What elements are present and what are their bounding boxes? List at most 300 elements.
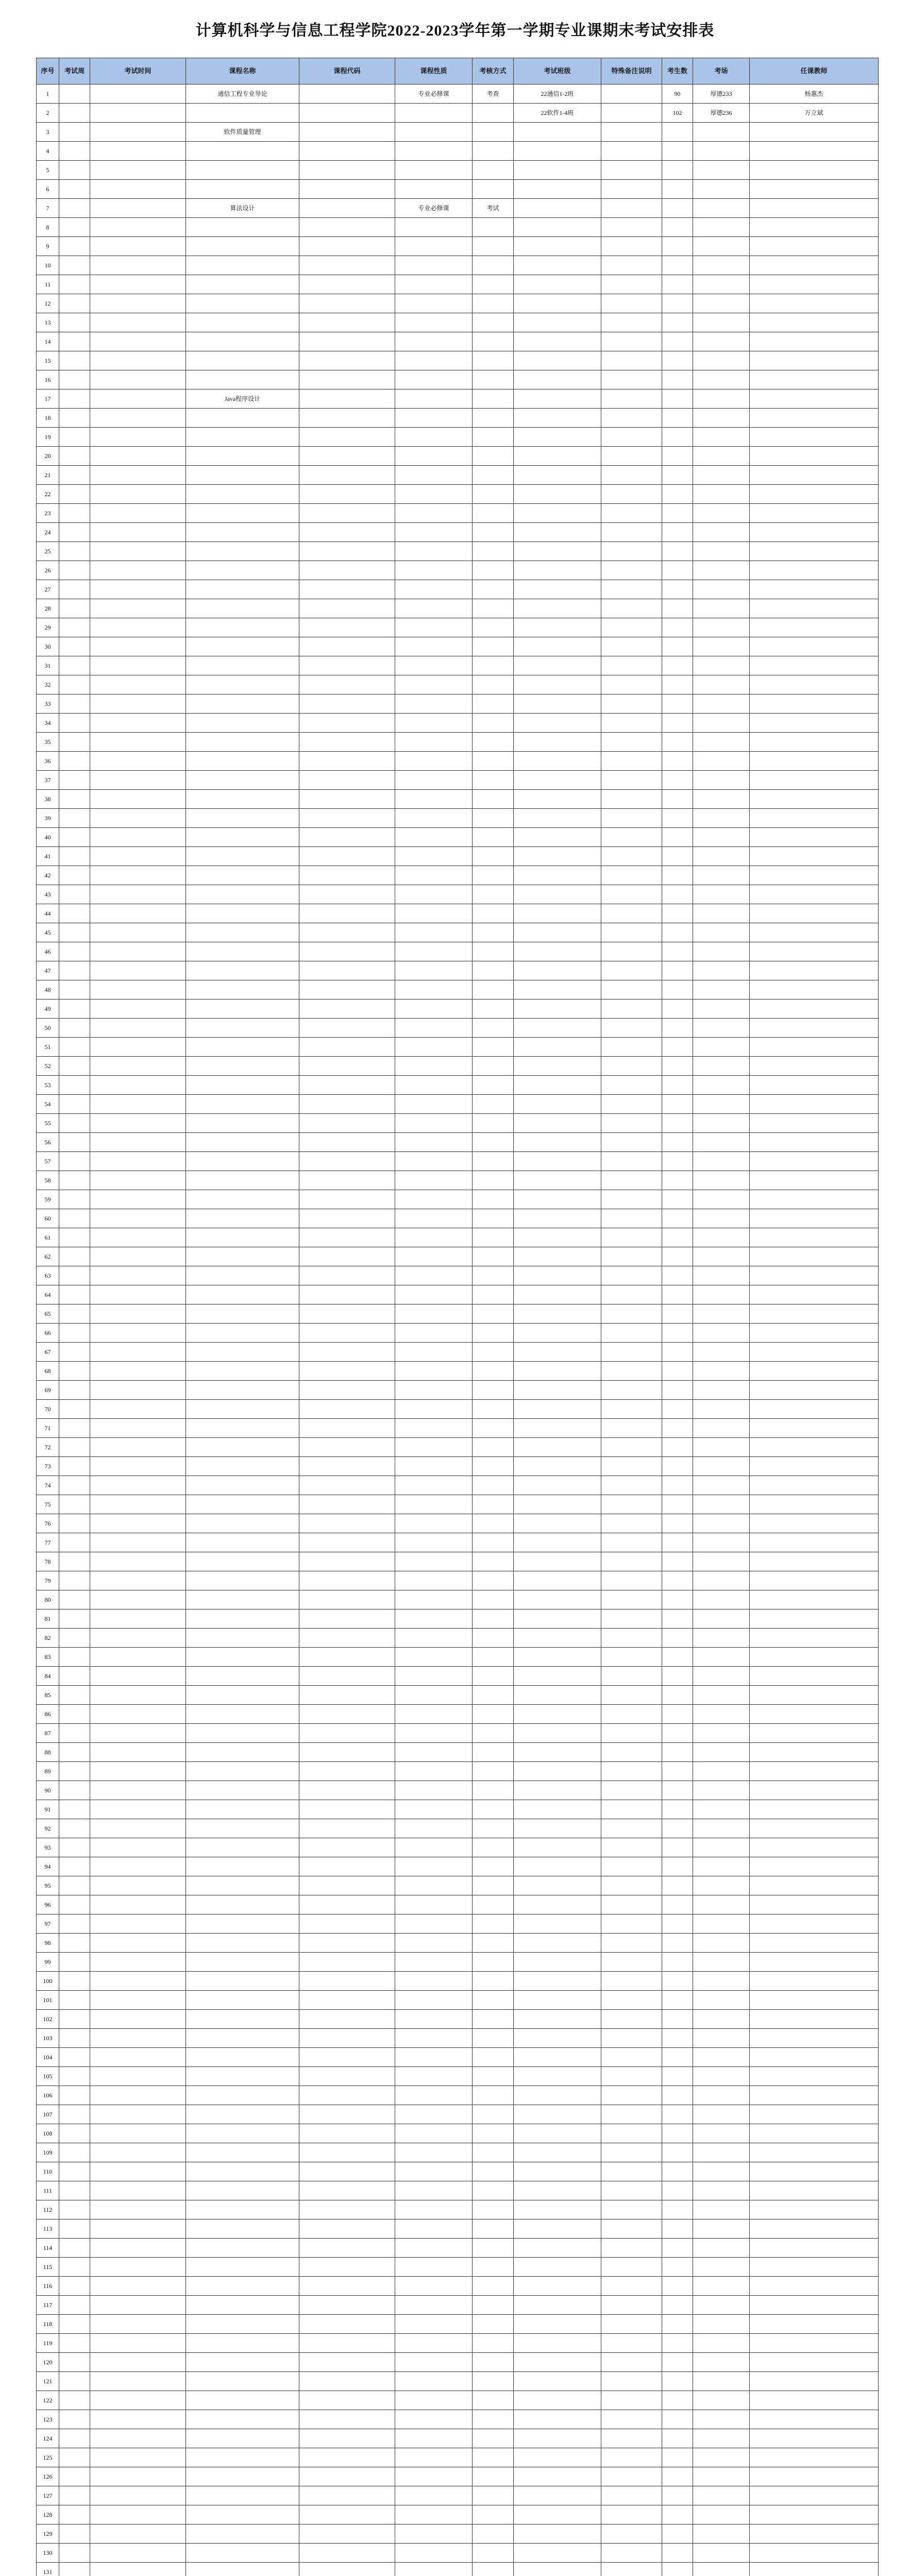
- cell-week: [59, 2563, 90, 2576]
- cell-time: [90, 1972, 186, 1991]
- cell-count: [662, 790, 693, 809]
- cell-course: [186, 656, 299, 675]
- cell-method: [473, 2105, 514, 2124]
- cell-note: [601, 1953, 662, 1972]
- cell-class: [514, 1686, 601, 1705]
- cell-method: [473, 2029, 514, 2048]
- table-row: [37, 389, 879, 409]
- cell-seq: 37: [37, 771, 59, 790]
- cell-seq: 38: [37, 790, 59, 809]
- cell-code: [299, 1648, 395, 1667]
- cell-room: [693, 1629, 750, 1648]
- cell-method: [473, 2258, 514, 2277]
- cell-seq: 64: [37, 1285, 59, 1304]
- cell-code: [299, 161, 395, 180]
- table-row: [37, 1133, 879, 1152]
- cell-course: [186, 2486, 299, 2505]
- cell-count: [662, 1552, 693, 1571]
- cell-teacher: [750, 714, 879, 733]
- cell-code: [299, 2067, 395, 2086]
- cell-method: [473, 313, 514, 332]
- cell-teacher: [750, 1152, 879, 1171]
- cell-room: [693, 2067, 750, 2086]
- cell-course: [186, 1400, 299, 1419]
- cell-week: [59, 1209, 90, 1228]
- cell-note: [601, 2067, 662, 2086]
- cell-nature: [395, 1972, 473, 1991]
- cell-code: [299, 2410, 395, 2429]
- cell-week: [59, 1686, 90, 1705]
- cell-class: [514, 1190, 601, 1209]
- cell-class: [514, 1266, 601, 1285]
- cell-method: [473, 1724, 514, 1743]
- cell-nature: [395, 675, 473, 694]
- cell-teacher: [750, 313, 879, 332]
- col-header: 特殊备注说明: [601, 58, 662, 84]
- cell-class: [514, 2448, 601, 2467]
- cell-course: [186, 714, 299, 733]
- cell-week: [59, 2296, 90, 2315]
- cell-seq: 10: [37, 256, 59, 275]
- cell-room: [693, 1019, 750, 1038]
- cell-time: [90, 1686, 186, 1705]
- cell-seq: 28: [37, 599, 59, 618]
- cell-course: [186, 828, 299, 847]
- cell-room: [693, 1171, 750, 1190]
- cell-room: [693, 1953, 750, 1972]
- table-row: [37, 656, 879, 675]
- cell-class: [514, 542, 601, 561]
- cell-time: [90, 2086, 186, 2105]
- table-row: [37, 1781, 879, 1800]
- cell-course: [186, 2563, 299, 2576]
- cell-count: [662, 351, 693, 370]
- cell-time: [90, 2067, 186, 2086]
- cell-course: [186, 1038, 299, 1057]
- cell-course: [186, 1781, 299, 1800]
- table-row: [37, 675, 879, 694]
- table-row: [37, 1590, 879, 1609]
- cell-teacher: [750, 1705, 879, 1724]
- table-row: [37, 1171, 879, 1190]
- cell-nature: [395, 1686, 473, 1705]
- cell-teacher: [750, 1019, 879, 1038]
- cell-room: [693, 2258, 750, 2277]
- cell-code: [299, 1800, 395, 1819]
- cell-class: [514, 752, 601, 771]
- cell-teacher: [750, 2391, 879, 2410]
- cell-class: [514, 828, 601, 847]
- cell-time: [90, 1038, 186, 1057]
- cell-note: [601, 1476, 662, 1495]
- cell-count: [662, 2334, 693, 2353]
- cell-nature: [395, 332, 473, 351]
- cell-room: [693, 1667, 750, 1686]
- cell-method: [473, 580, 514, 599]
- cell-room: [693, 1133, 750, 1152]
- cell-nature: [395, 123, 473, 142]
- cell-code: [299, 2448, 395, 2467]
- cell-count: [662, 2544, 693, 2563]
- cell-class: [514, 961, 601, 980]
- cell-teacher: [750, 1857, 879, 1876]
- cell-nature: [395, 828, 473, 847]
- cell-code: [299, 1038, 395, 1057]
- table-row: [37, 2067, 879, 2086]
- cell-seq: 118: [37, 2315, 59, 2334]
- cell-seq: 95: [37, 1876, 59, 1895]
- table-row: [37, 2486, 879, 2505]
- cell-note: [601, 904, 662, 923]
- cell-course: [186, 1057, 299, 1076]
- cell-time: [90, 1705, 186, 1724]
- cell-time: [90, 161, 186, 180]
- cell-teacher: [750, 1171, 879, 1190]
- cell-note: [601, 847, 662, 866]
- cell-note: [601, 2124, 662, 2143]
- cell-note: [601, 142, 662, 161]
- cell-course: [186, 1648, 299, 1667]
- cell-method: [473, 2143, 514, 2162]
- cell-class: [514, 1057, 601, 1076]
- cell-seq: 4: [37, 142, 59, 161]
- cell-week: [59, 961, 90, 980]
- cell-time: [90, 2544, 186, 2563]
- cell-nature: [395, 1171, 473, 1190]
- cell-note: [601, 1743, 662, 1762]
- table-row: [37, 104, 879, 123]
- cell-nature: [395, 1362, 473, 1381]
- cell-week: [59, 542, 90, 561]
- table-row: [37, 2524, 879, 2544]
- cell-code: [299, 1304, 395, 1324]
- cell-teacher: [750, 161, 879, 180]
- cell-method: [473, 523, 514, 542]
- cell-method: [473, 428, 514, 447]
- cell-week: [59, 2544, 90, 2563]
- cell-time: [90, 237, 186, 256]
- cell-nature: [395, 656, 473, 675]
- cell-seq: 32: [37, 675, 59, 694]
- cell-seq: 101: [37, 1991, 59, 2010]
- cell-nature: [395, 2277, 473, 2296]
- cell-teacher: [750, 1057, 879, 1076]
- cell-note: [601, 466, 662, 485]
- cell-count: [662, 199, 693, 218]
- cell-room: [693, 428, 750, 447]
- cell-class: [514, 2105, 601, 2124]
- cell-room: [693, 1686, 750, 1705]
- cell-method: [473, 1095, 514, 1114]
- cell-seq: 66: [37, 1324, 59, 1343]
- cell-class: [514, 1038, 601, 1057]
- cell-class: [514, 2181, 601, 2200]
- cell-week: [59, 2239, 90, 2258]
- cell-time: [90, 2181, 186, 2200]
- cell-note: [601, 637, 662, 656]
- cell-room: [693, 2181, 750, 2200]
- cell-count: [662, 2239, 693, 2258]
- cell-code: [299, 1400, 395, 1419]
- cell-course: [186, 1133, 299, 1152]
- cell-course: [186, 2048, 299, 2067]
- cell-code: [299, 2372, 395, 2391]
- cell-seq: 85: [37, 1686, 59, 1705]
- cell-class: [514, 1953, 601, 1972]
- cell-method: [473, 504, 514, 523]
- cell-room: [693, 1552, 750, 1571]
- cell-nature: [395, 1838, 473, 1857]
- cell-method: [473, 675, 514, 694]
- cell-class: [514, 2277, 601, 2296]
- cell-method: [473, 2067, 514, 2086]
- cell-note: [601, 1648, 662, 1667]
- cell-time: [90, 313, 186, 332]
- cell-week: [59, 771, 90, 790]
- cell-nature: [395, 1324, 473, 1343]
- cell-teacher: [750, 1266, 879, 1285]
- cell-note: [601, 599, 662, 618]
- cell-nature: [395, 999, 473, 1019]
- cell-nature: [395, 961, 473, 980]
- cell-note: [601, 180, 662, 199]
- cell-note: [601, 104, 662, 123]
- cell-teacher: [750, 980, 879, 999]
- cell-note: [601, 1038, 662, 1057]
- cell-course: [186, 1514, 299, 1533]
- cell-room: [693, 1381, 750, 1400]
- cell-week: [59, 1590, 90, 1609]
- cell-room: [693, 2429, 750, 2448]
- cell-time: [90, 1743, 186, 1762]
- cell-nature: [395, 1629, 473, 1648]
- cell-class: [514, 923, 601, 942]
- cell-teacher: [750, 2505, 879, 2524]
- cell-course: [186, 2219, 299, 2239]
- table-row: [37, 1095, 879, 1114]
- cell-method: [473, 1285, 514, 1304]
- cell-nature: [395, 2524, 473, 2544]
- cell-week: [59, 275, 90, 294]
- cell-teacher: [750, 2219, 879, 2239]
- cell-class: [514, 1972, 601, 1991]
- cell-teacher: [750, 1247, 879, 1266]
- cell-nature: [395, 885, 473, 904]
- cell-code: [299, 1781, 395, 1800]
- cell-teacher: [750, 1476, 879, 1495]
- cell-time: [90, 866, 186, 885]
- cell-count: [662, 180, 693, 199]
- cell-count: [662, 942, 693, 961]
- cell-course: [186, 332, 299, 351]
- cell-week: [59, 694, 90, 714]
- cell-code: [299, 847, 395, 866]
- cell-class: [514, 1419, 601, 1438]
- cell-week: [59, 1324, 90, 1343]
- cell-week: [59, 2505, 90, 2524]
- cell-nature: [395, 2334, 473, 2353]
- cell-course: [186, 1114, 299, 1133]
- cell-teacher: [750, 942, 879, 961]
- cell-method: [473, 1819, 514, 1838]
- cell-method: [473, 2372, 514, 2391]
- cell-code: [299, 1285, 395, 1304]
- cell-count: [662, 2181, 693, 2200]
- cell-count: [662, 2086, 693, 2105]
- cell-code: [299, 2048, 395, 2067]
- cell-time: [90, 542, 186, 561]
- cell-week: [59, 389, 90, 409]
- cell-count: [662, 1895, 693, 1914]
- cell-course: [186, 1362, 299, 1381]
- cell-note: [601, 2200, 662, 2219]
- table-row: [37, 1609, 879, 1629]
- cell-class: [514, 1476, 601, 1495]
- cell-week: [59, 1057, 90, 1076]
- cell-class: [514, 1495, 601, 1514]
- cell-note: [601, 1419, 662, 1438]
- cell-teacher: 万立斌: [750, 104, 879, 123]
- cell-room: [693, 1324, 750, 1343]
- cell-nature: [395, 1552, 473, 1571]
- cell-method: [473, 2486, 514, 2505]
- cell-nature: [395, 294, 473, 313]
- cell-method: [473, 2353, 514, 2372]
- cell-course: [186, 771, 299, 790]
- cell-course: [186, 599, 299, 618]
- cell-seq: 76: [37, 1514, 59, 1533]
- cell-note: [601, 1495, 662, 1514]
- table-row: [37, 885, 879, 904]
- cell-teacher: [750, 1819, 879, 1838]
- cell-week: [59, 2029, 90, 2048]
- cell-method: [473, 809, 514, 828]
- cell-code: [299, 1476, 395, 1495]
- cell-count: [662, 714, 693, 733]
- cell-time: [90, 1228, 186, 1247]
- cell-nature: [395, 2124, 473, 2143]
- table-row: [37, 218, 879, 237]
- cell-method: [473, 485, 514, 504]
- cell-week: [59, 2467, 90, 2486]
- cell-note: [601, 1190, 662, 1209]
- cell-note: [601, 961, 662, 980]
- cell-class: [514, 694, 601, 714]
- cell-time: [90, 885, 186, 904]
- cell-time: [90, 1590, 186, 1609]
- cell-nature: [395, 1095, 473, 1114]
- cell-class: [514, 980, 601, 999]
- cell-class: [514, 1571, 601, 1590]
- cell-code: [299, 2296, 395, 2315]
- cell-room: [693, 1495, 750, 1514]
- cell-count: [662, 618, 693, 637]
- table-row: [37, 123, 879, 142]
- cell-code: [299, 1247, 395, 1266]
- table-row: [37, 2353, 879, 2372]
- table-body: [37, 84, 879, 2576]
- cell-week: [59, 104, 90, 123]
- cell-note: [601, 999, 662, 1019]
- cell-note: [601, 1343, 662, 1362]
- cell-teacher: [750, 2067, 879, 2086]
- cell-note: [601, 1991, 662, 2010]
- table-row: [37, 904, 879, 923]
- cell-week: [59, 1400, 90, 1419]
- cell-note: [601, 2524, 662, 2544]
- cell-teacher: [750, 1381, 879, 1400]
- cell-nature: [395, 256, 473, 275]
- cell-note: [601, 2086, 662, 2105]
- cell-time: [90, 1419, 186, 1438]
- cell-method: [473, 275, 514, 294]
- cell-week: [59, 84, 90, 104]
- cell-nature: [395, 2467, 473, 2486]
- cell-method: [473, 1800, 514, 1819]
- cell-count: [662, 1571, 693, 1590]
- cell-room: [693, 1800, 750, 1819]
- cell-course: [186, 2391, 299, 2410]
- cell-count: [662, 1381, 693, 1400]
- cell-class: [514, 466, 601, 485]
- cell-week: [59, 294, 90, 313]
- cell-room: [693, 1190, 750, 1209]
- cell-room: [693, 2505, 750, 2524]
- cell-class: [514, 1209, 601, 1228]
- cell-class: [514, 561, 601, 580]
- cell-nature: [395, 1571, 473, 1590]
- cell-teacher: [750, 2143, 879, 2162]
- cell-time: [90, 580, 186, 599]
- cell-note: [601, 313, 662, 332]
- cell-class: [514, 1743, 601, 1762]
- cell-nature: [395, 1609, 473, 1629]
- cell-code: [299, 1724, 395, 1743]
- cell-count: [662, 1514, 693, 1533]
- cell-seq: 39: [37, 809, 59, 828]
- table-row: [37, 637, 879, 656]
- cell-note: [601, 2029, 662, 2048]
- cell-code: [299, 389, 395, 409]
- cell-code: [299, 1076, 395, 1095]
- cell-time: [90, 828, 186, 847]
- cell-week: [59, 1819, 90, 1838]
- cell-class: [514, 123, 601, 142]
- cell-week: [59, 1552, 90, 1571]
- cell-code: [299, 561, 395, 580]
- cell-class: [514, 1095, 601, 1114]
- cell-count: [662, 428, 693, 447]
- cell-room: [693, 1762, 750, 1781]
- cell-count: [662, 1781, 693, 1800]
- cell-class: [514, 1838, 601, 1857]
- table-row: [37, 1533, 879, 1552]
- cell-course: [186, 1285, 299, 1304]
- cell-room: [693, 1457, 750, 1476]
- cell-code: [299, 1629, 395, 1648]
- cell-class: [514, 237, 601, 256]
- cell-count: [662, 2010, 693, 2029]
- cell-course: [186, 1343, 299, 1362]
- cell-teacher: [750, 1914, 879, 1934]
- cell-count: [662, 2029, 693, 2048]
- cell-class: [514, 1609, 601, 1629]
- cell-nature: [395, 2353, 473, 2372]
- table-row: [37, 2372, 879, 2391]
- cell-nature: [395, 694, 473, 714]
- table-row: [37, 180, 879, 199]
- cell-code: [299, 961, 395, 980]
